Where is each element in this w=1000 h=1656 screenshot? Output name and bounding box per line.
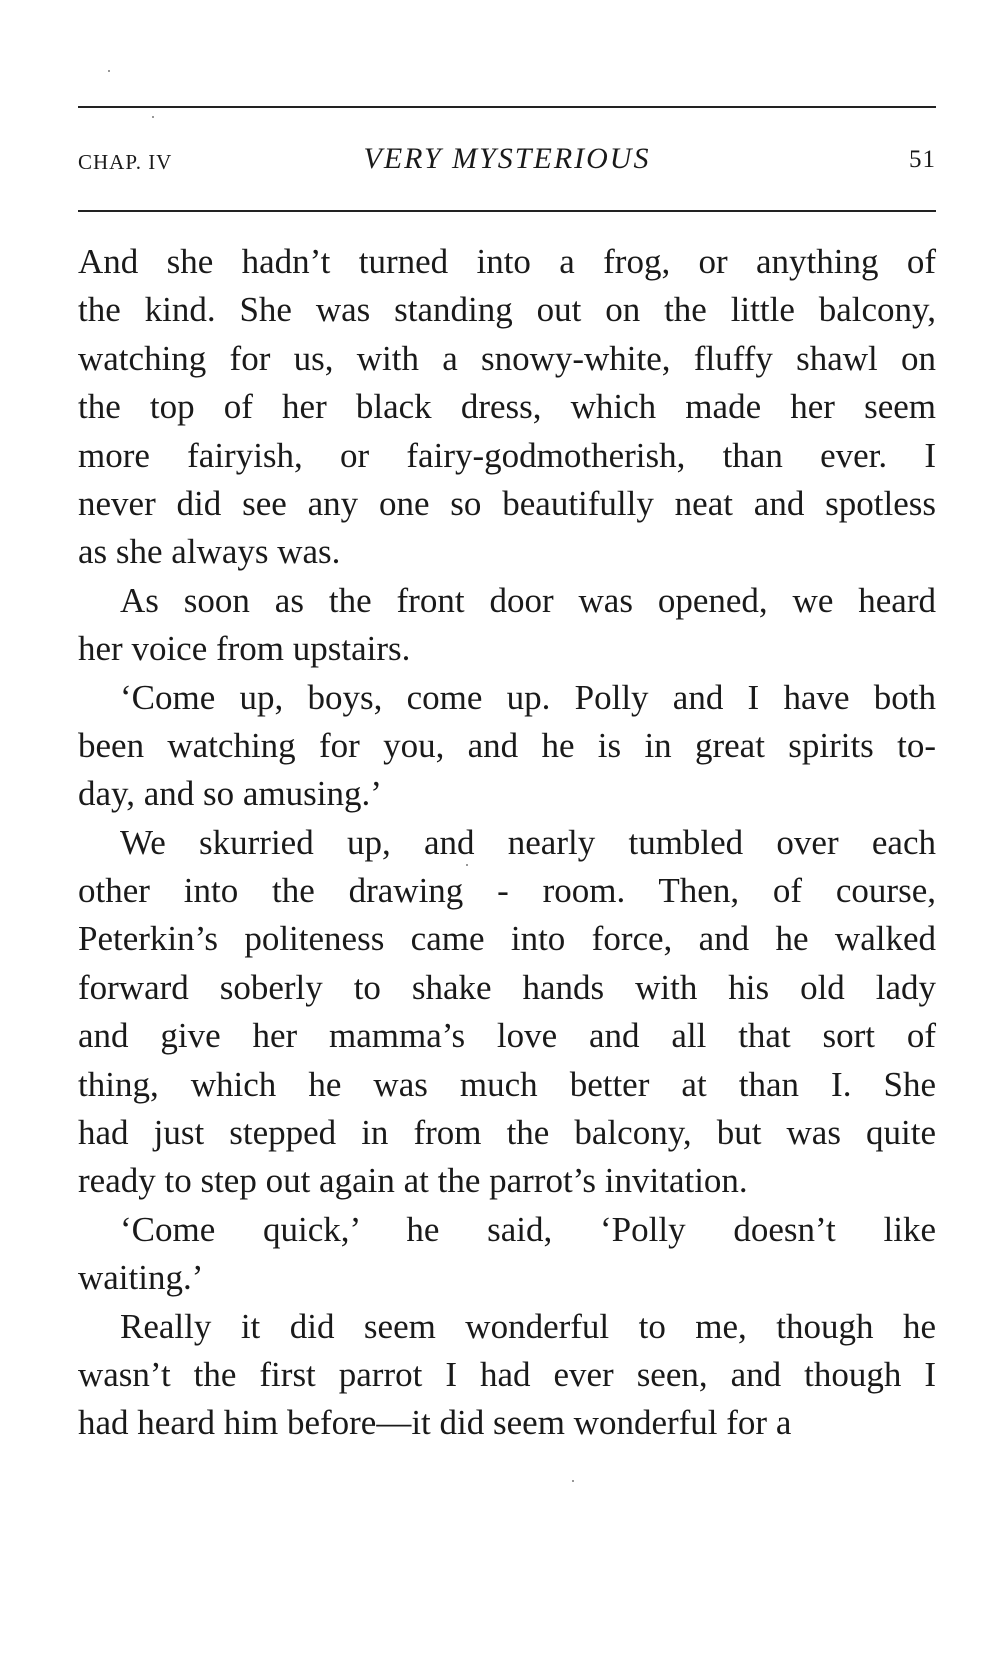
paragraph: [78, 1206, 936, 1303]
paragraph: [78, 238, 936, 577]
text-line: the kind. She was standing out on the little balcony,: [78, 290, 936, 330]
text-line: As soon as the front door was opened, we heard: [120, 580, 936, 620]
text-line: And she hadn’t turned into a frog, or anything of: [78, 242, 936, 281]
header-rule-top: [78, 106, 936, 108]
text-line: ‘Come up, boys, come up. Polly and I have both: [120, 677, 936, 717]
text-line: watching for us, with a snowy-white, fluffy shawl on: [78, 338, 936, 378]
body-text: [78, 238, 936, 1448]
chapter-label: CHAP. IV: [78, 150, 173, 174]
text-line: waiting.’: [78, 1258, 204, 1298]
text-line: Peterkin’s politeness came into force, and he walked: [78, 919, 936, 959]
text-line: other into the drawing - room. Then, of course,: [78, 871, 936, 911]
text-line: day, and so amusing.’: [78, 774, 382, 814]
text-line: wasn’t the first parrot I had ever seen, and though I: [78, 1354, 936, 1394]
running-header: [78, 142, 936, 182]
text-line: forward soberly to shake hands with his old lady: [78, 967, 936, 1007]
header-rule-bottom: [78, 210, 936, 212]
text-line: had heard him before—it did seem wonderful for a: [78, 1403, 792, 1443]
text-line: We skurried up, and nearly tumbled over each: [120, 822, 936, 862]
paragraph: [78, 1303, 936, 1448]
text-line: never did see any one so beautifully neat and spotless: [78, 483, 936, 523]
print-speck: [466, 864, 468, 866]
print-speck: [108, 70, 110, 72]
text-line: her voice from upstairs.: [78, 629, 411, 669]
text-line: ‘Come quick,’ he said, ‘Polly doesn’t like: [120, 1209, 936, 1249]
text-line: and give her mamma’s love and all that sort of: [78, 1016, 936, 1056]
text-line: ready to step out again at the parrot’s invitation.: [78, 1161, 748, 1201]
paragraph: [78, 577, 936, 674]
paragraph: [78, 674, 936, 819]
text-line: been watching for you, and he is in great spirits to-: [78, 725, 936, 765]
text-line: thing, which he was much better at than I. She: [78, 1064, 936, 1104]
paragraph: [78, 819, 936, 1206]
text-line: had just stepped in from the balcony, but was quite: [78, 1113, 936, 1153]
running-title: VERY MYSTERIOUS: [363, 142, 651, 175]
text-line: as she always was.: [78, 532, 341, 572]
text-line: the top of her black dress, which made her seem: [78, 387, 936, 427]
print-speck: [572, 1480, 574, 1482]
print-speck: [152, 116, 154, 118]
text-line: Really it did seem wonderful to me, though he: [120, 1306, 936, 1346]
text-line: more fairyish, or fairy-godmotherish, than ever. I: [78, 435, 936, 475]
page-number: 51: [909, 146, 936, 173]
